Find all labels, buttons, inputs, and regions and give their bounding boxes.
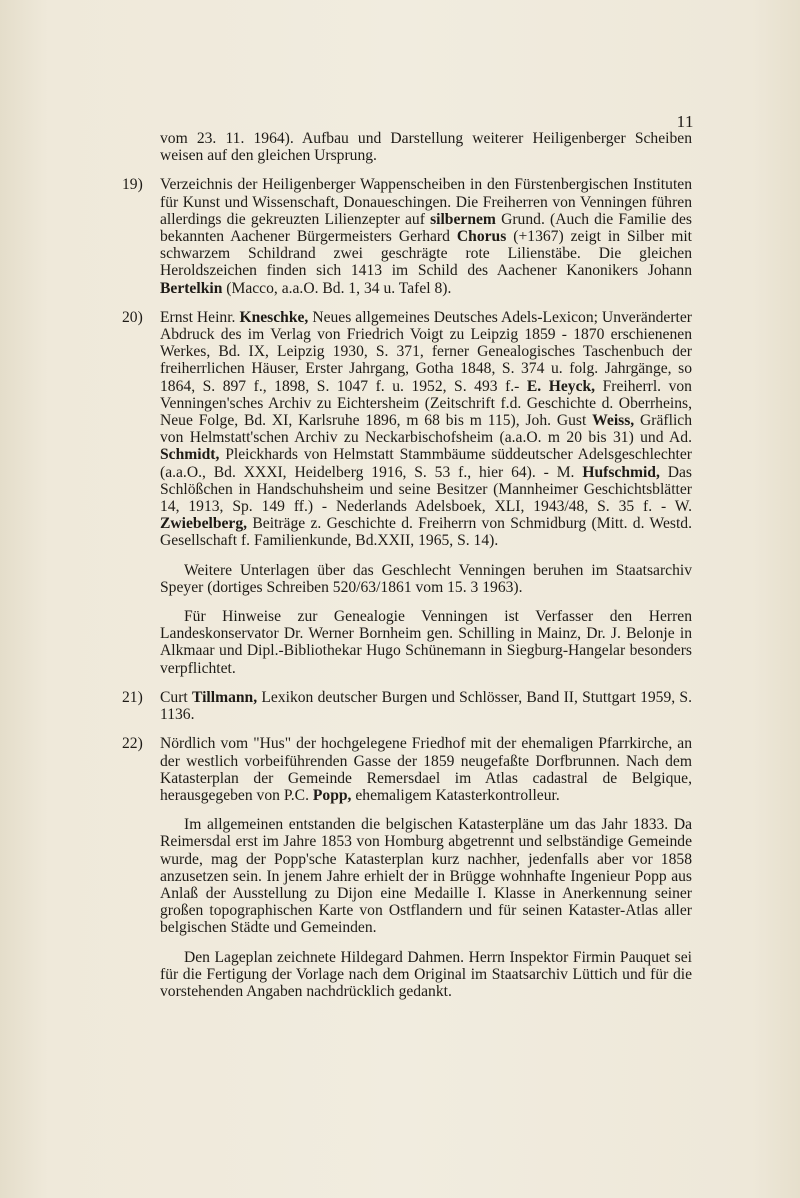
bold-name: Zwiebelberg, xyxy=(160,515,248,533)
footnote-20 xyxy=(122,309,692,550)
bold-name: Popp, xyxy=(312,786,352,804)
footnote-22-paragraph: Den Lageplan zeichnete Hildegard Dahmen. Herrn Inspektor Firmin Pauquet sei für die Fertigung der Vorlage nach dem Original im Staatsarchiv Lüttich und für die vorstehenden Angaben nachdrücklich gedankt. xyxy=(160,948,692,1000)
bold-term: silbernem xyxy=(430,210,496,228)
footnote-text xyxy=(160,735,692,804)
text-run: Das Schlößchen in Handschuhsheim und seine Besitzer (Mannheimer Geschichtsblätter 14, 1913, Sp. 149 ff.) - Nederlands Adelsboek, XLI, 1943/48, S. 35 f. - W. xyxy=(160,463,693,516)
bold-name: Hufschmid, xyxy=(582,463,660,481)
bold-name: Tillmann, xyxy=(191,688,258,706)
text-run: (+1367) zeigt in Silber mit schwarzem Schildrand zwei geschrägte rote Lilienstäbe. Die gleichen Heroldszeichen finden sich 1413 im Schild des Aachener Kanonikers Johann xyxy=(160,228,692,280)
text-run: Pleickhards von Helmstatt Stammbäume süddeutscher Adelsgeschlechter (a.a.O., Bd. XXXI, Heidelberg 1916, S. 53 f., hier 64). - M. xyxy=(160,446,692,481)
footnote-number: 22) xyxy=(122,735,143,753)
footnote-21 xyxy=(122,689,692,723)
text-run: Beiträge z. Geschichte d. Freiherrn von Schmidburg (Mitt. d. Westd. Gesellschaft f. Familienkunde, Bd.XXII, 1965, S. 14). xyxy=(160,515,692,550)
footnote-text xyxy=(160,309,692,550)
text-run: Freiherrl. von Venningen'sches Archiv zu Eichtersheim (Zeitschrift f.d. Geschichte d. Oberrheins, Neue Folge, Bd. XI, Karlsruhe 1896, m 68 bis m 115), Joh. Gust xyxy=(160,377,692,430)
bold-name: Kneschke, xyxy=(239,308,309,326)
bold-name: Chorus xyxy=(456,228,507,246)
footnote-20-paragraph: Für Hinweise zur Genealogie Venningen ist Verfasser den Herren Landeskonservator Dr. Werner Bornheim gen. Schilling in Mainz, Dr. J. Belonje in Alkmaar und Dipl.-Bibliothekar Hugo Schünemann in Siegburg-Hangelar besonders verpflichtet. xyxy=(160,608,692,677)
footnote-22 xyxy=(122,735,692,804)
footnote-20-paragraph: Weitere Unterlagen über das Geschlecht Venningen beruhen im Staatsarchiv Speyer (dortiges Schreiben 520/63/1861 vom 15. 3 1963). xyxy=(160,561,692,596)
footnote-number: 19) xyxy=(122,176,143,194)
text-run: Lexikon deutscher Burgen und Schlösser, Band II, Stuttgart 1959, S. 1136. xyxy=(160,688,693,724)
footnote-22-paragraph: Im allgemeinen entstanden die belgischen Katasterpläne um das Jahr 1833. Da Reimersdal erst im Jahre 1853 von Homburg abgetrennt und selbständige Gemeinde wurde, mag der Popp'sche Katasterplan kurz nachher, jedenfalls aber vor 1858 anzusetzen sein. In jenem Jahre erhielt der in Brügge wohnhafte Ingenieur Popp aus Anlaß der Ausstellung zu Dijon eine Medaille I. Klasse in Anerkennung seiner großen topographischen Karte von Ostflandern und für seinen Kataster-Atlas aller belgischen Städte und Gemeinden. xyxy=(160,816,692,937)
text-run: Ernst Heinr. xyxy=(160,308,240,326)
text-run: (Macco, a.a.O. Bd. 1, 34 u. Tafel 8). xyxy=(222,279,452,297)
bold-name: Bertelkin xyxy=(160,279,223,297)
bold-name: Weiss, xyxy=(592,412,635,430)
intro-continuation: vom 23. 11. 1964). Aufbau und Darstellung weiterer Heiligenberger Scheiben weisen auf den gleichen Ursprung. xyxy=(160,130,692,165)
footnote-text xyxy=(160,176,692,296)
text-run: Nördlich vom "Hus" der hochgelegene Friedhof mit der ehemaligen Pfarrkirche, an der westlich vorbeiführenden Gasse der 1859 neugefaßte Dorfbrunnen. Nach dem Katasterplan der Gemeinde Remersdael im Atlas cadastral de Belgique, herausgegeben von P.C. xyxy=(160,735,692,804)
text-run: Grund. (Auch die Familie des bekannten Aachener Bürgermeisters Gerhard xyxy=(160,210,693,246)
footnote-number: 20) xyxy=(122,308,143,326)
footnote-number: 21) xyxy=(122,688,143,706)
text-run: Curt xyxy=(160,688,192,706)
text-run: Verzeichnis der Heiligenberger Wappenscheiben in den Fürstenbergischen Instituten für Kunst und Wissenschaft, Donaueschingen. Die Freiherren von Venningen führen allerdings die gekreuzten Lilienzepter auf xyxy=(160,176,692,228)
bold-name: E. Heyck, xyxy=(526,377,596,395)
text-run: ehemaligem Katasterkontrolleur. xyxy=(351,786,560,804)
page-number: 11 xyxy=(676,112,694,131)
text-run: Gräflich von Helmstatt'schen Archiv zu Neckarbischofsheim (a.a.O. m 20 bis 31) und Ad. xyxy=(160,412,692,447)
text-run: Neues allgemeines Deutsches Adels-Lexicon; Unveränderter Abdruck des im Verlag von Friedrich Voigt zu Leipzig 1859 - 1870 erschienenen Werkes, Bd. IX, Leipzig 1930, S. 371, ferner Genealogisches Taschenbuch der freiherrlichen Häuser, Erster Jahrgang, Gotha 1848, S. 374 u. folg. Jahrgänge, so 1864, S. 897 f., 1898, S. 1047 f. u. 1952, S. 493 f.- xyxy=(160,308,692,395)
footnote-text xyxy=(160,689,692,723)
bold-name: Schmidt, xyxy=(160,446,220,464)
footnotes-body xyxy=(122,130,692,1012)
footnote-19 xyxy=(122,176,692,296)
